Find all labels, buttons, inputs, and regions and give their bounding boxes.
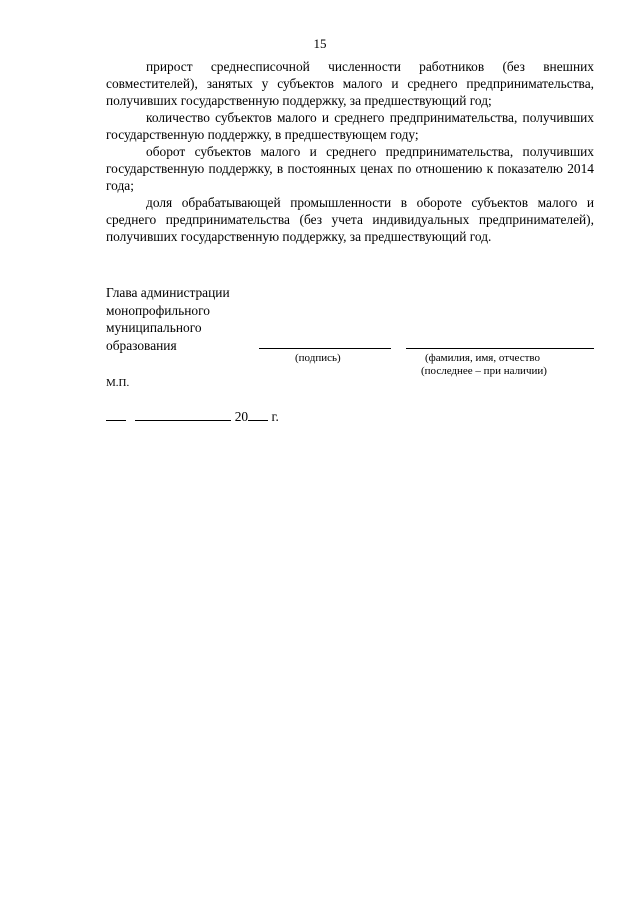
date-line xyxy=(106,409,279,425)
name-line xyxy=(406,348,594,349)
signature-line xyxy=(259,348,391,349)
signatory-title-line: образования xyxy=(106,337,177,353)
paragraph: прирост среднесписочной численности работников (без внешних совместителей), занятых у субъектов малого и среднего предпринимательства, получивших государственную поддержку, за предшествующий год; xyxy=(106,59,594,108)
page-number: 15 xyxy=(313,36,327,51)
day-blank xyxy=(106,409,126,421)
paragraph: количество субъектов малого и среднего предпринимательства, получивших государственную поддержку, в предшествующем году; xyxy=(106,110,594,142)
signatory-title xyxy=(106,284,266,354)
signature-caption: (подпись) xyxy=(295,352,341,364)
paragraph: доля обрабатывающей промышленности в обороте субъектов малого и среднего предпринимательства (без учета индивидуальных предпринимателей), получивших государственную поддержку, за предшествующий год. xyxy=(106,195,594,244)
body-text xyxy=(106,58,594,245)
year-suffix: г. xyxy=(268,409,279,424)
name-caption-line2: (последнее – при наличии) xyxy=(421,365,547,377)
month-blank xyxy=(135,409,231,421)
signatory-title-line: Глава администрации xyxy=(106,285,230,300)
year-prefix: 20 xyxy=(234,409,249,424)
name-caption-line1: (фамилия, имя, отчество xyxy=(425,352,541,364)
signatory-title-line: монопрофильного xyxy=(106,302,210,318)
stamp-label: М.П. xyxy=(106,377,130,389)
paragraph: оборот субъектов малого и среднего предпринимательства, получивших государственную поддержку, в постоянных ценах по отношению к показателю 2014 года; xyxy=(106,144,594,193)
signatory-title-line: муниципального xyxy=(106,320,202,335)
year-blank xyxy=(248,409,268,421)
